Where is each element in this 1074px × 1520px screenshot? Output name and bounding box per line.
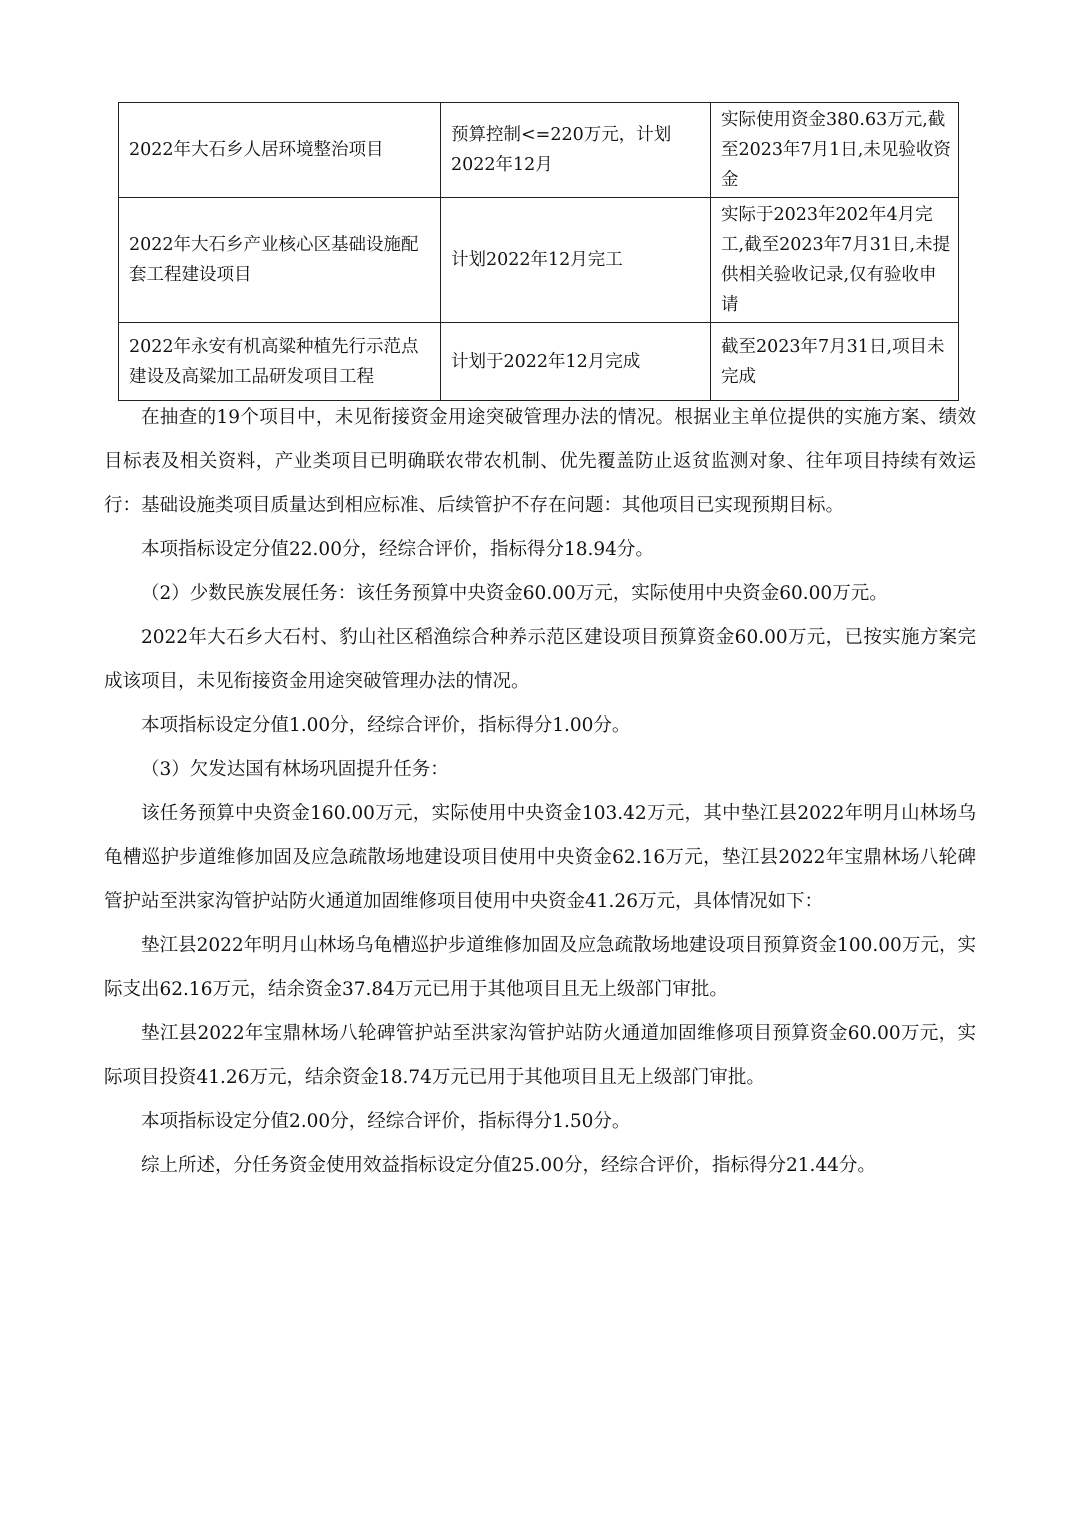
project-name-cell: 2022年大石乡产业核心区基础设施配套工程建设项目 xyxy=(119,198,441,323)
paragraph: 本项指标设定分值22.00分，经综合评价，指标得分18.94分。 xyxy=(141,539,654,560)
table-row xyxy=(119,198,959,323)
project-plan-cell: 计划2022年12月完工 xyxy=(441,198,711,323)
project-actual-cell: 实际使用资金380.63万元,截至2023年7月1日,未见验收资金 xyxy=(711,103,959,198)
table-row xyxy=(119,323,959,401)
paragraph: 该任务预算中央资金160.00万元，实际使用中央资金103.42万元，其中垫江县2022年明月山林场乌龟槽巡护步道维修加固及应急疏散场地建设项目使用中央资金62.16万元，垫江县2022年宝鼎林场八轮碑管护站至洪家沟管护站防火通道加固维修项目使用中央资金41.26万元，具体情况如下： xyxy=(104,803,976,912)
project-table xyxy=(118,102,959,401)
paragraph: 垫江县2022年明月山林场乌龟槽巡护步道维修加固及应急疏散场地建设项目预算资金100.00万元，实际支出62.16万元，结余资金37.84万元已用于其他项目且无上级部门审批。 xyxy=(104,935,976,1000)
paragraph: 2022年大石乡大石村、豹山社区稻渔综合种养示范区建设项目预算资金60.00万元，已按实施方案完成该项目，未见衔接资金用途突破管理办法的情况。 xyxy=(104,627,976,692)
paragraph: 垫江县2022年宝鼎林场八轮碑管护站至洪家沟管护站防火通道加固维修项目预算资金60.00万元，实际项目投资41.26万元，结余资金18.74万元已用于其他项目且无上级部门审批。 xyxy=(104,1023,976,1088)
paragraph: 综上所述，分任务资金使用效益指标设定分值25.00分，经综合评价，指标得分21.44分。 xyxy=(141,1155,876,1176)
project-name-cell: 2022年大石乡人居环境整治项目 xyxy=(119,103,441,198)
table-row xyxy=(119,103,959,198)
project-actual-cell: 实际于2023年202年4月完工,截至2023年7月31日,未提供相关验收记录,仅有验收申请 xyxy=(711,198,959,323)
paragraph: 本项指标设定分值1.00分，经综合评价，指标得分1.00分。 xyxy=(141,715,631,736)
document-body xyxy=(104,396,976,1188)
paragraph: 在抽查的19个项目中，未见衔接资金用途突破管理办法的情况。根据业主单位提供的实施方案、绩效目标表及相关资料，产业类项目已明确联农带农机制、优先覆盖防止返贫监测对象、往年项目持续有效运行：基础设施类项目质量达到相应标准、后续管护不存在问题：其他项目已实现预期目标。 xyxy=(104,407,976,516)
paragraph: （3）欠发达国有林场巩固提升任务： xyxy=(141,759,449,780)
project-actual-cell: 截至2023年7月31日,项目未完成 xyxy=(711,323,959,401)
paragraph: 本项指标设定分值2.00分，经综合评价，指标得分1.50分。 xyxy=(141,1111,631,1132)
project-name-cell: 2022年永安有机高粱种植先行示范点建设及高粱加工品研发项目工程 xyxy=(119,323,441,401)
project-plan-cell: 预算控制<=220万元，计划2022年12月 xyxy=(441,103,711,198)
project-plan-cell: 计划于2022年12月完成 xyxy=(441,323,711,401)
paragraph: （2）少数民族发展任务：该任务预算中央资金60.00万元，实际使用中央资金60.00万元。 xyxy=(141,583,888,604)
